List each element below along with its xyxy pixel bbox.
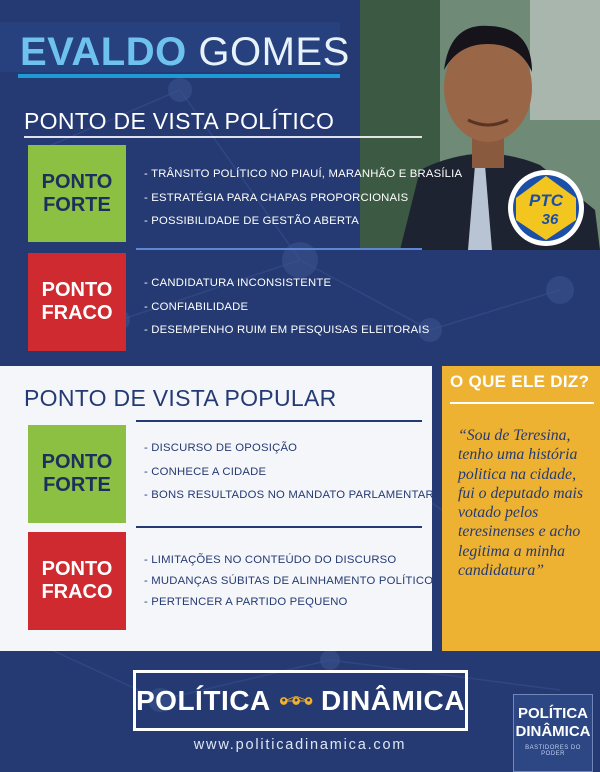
list-item: - PERTENCER A PARTIDO PEQUENO — [144, 596, 348, 608]
name-underline — [18, 74, 340, 78]
mini-logo-line: POLÍTICA — [518, 705, 588, 722]
brand-logo — [133, 670, 468, 731]
badge-line: FORTE — [43, 193, 111, 216]
badge-line: FRACO — [41, 302, 113, 324]
badge-line: FORTE — [43, 474, 111, 496]
mini-logo-tagline: BASTIDORES DO PODER — [525, 745, 581, 757]
political-view-title: PONTO DE VISTA POLÍTICO — [24, 108, 335, 134]
popular-view-title: PONTO DE VISTA POPULAR — [24, 385, 337, 411]
badge-line: PONTO — [41, 279, 113, 301]
popular-weak-badge — [28, 532, 126, 630]
list-item: - DESEMPENHO RUIM EM PESQUISAS ELEITORAIS — [144, 324, 430, 336]
popular-weak-list — [144, 550, 433, 613]
brand-word-left: POLÍTICA — [136, 684, 271, 716]
popular-divider — [136, 526, 422, 528]
badge-line: FRACO — [41, 581, 113, 603]
badge-line: PONTO — [41, 451, 113, 473]
party-name: PTC — [529, 191, 563, 210]
brand-word-right: DINÂMICA — [321, 684, 465, 716]
quote-title: O QUE ELE DIZ? — [450, 372, 590, 391]
political-divider — [136, 248, 422, 250]
candidate-name — [20, 30, 350, 75]
candidate-last-name: GOMES — [198, 30, 350, 74]
list-item: - CONHECE A CIDADE — [144, 465, 267, 478]
badge-line: PONTO — [41, 170, 113, 193]
party-logo — [506, 168, 586, 248]
popular-top-divider — [136, 420, 422, 422]
badge-line: PONTO — [41, 558, 113, 580]
list-item: - TRÂNSITO POLÍTICO NO PIAUÍ, MARANHÃO E BRASÍLIA — [144, 168, 463, 180]
political-weak-list — [144, 272, 429, 343]
list-item: - POSSIBILIDADE DE GESTÃO ABERTA — [144, 215, 360, 227]
network-icon — [279, 687, 313, 715]
popular-strong-list — [144, 437, 434, 508]
political-view-underline — [24, 136, 422, 138]
list-item: - CONFIABILIDADE — [144, 300, 249, 313]
mini-brand-logo — [513, 694, 593, 772]
list-item: - DISCURSO DE OPOSIÇÃO — [144, 442, 298, 454]
political-strong-badge — [28, 145, 126, 242]
party-number: 36 — [541, 211, 559, 228]
list-item: - LIMITAÇÕES NO CONTEÚDO DO DISCURSO — [144, 554, 397, 566]
popular-strong-badge — [28, 425, 126, 523]
candidate-first-name: EVALDO — [20, 30, 187, 74]
list-item: - BONS RESULTADOS NO MANDATO PARLAMENTAR — [144, 489, 434, 501]
list-item: - ESTRATÉGIA PARA CHAPAS PROPORCIONAIS — [144, 191, 409, 204]
list-item: - CANDIDATURA INCONSISTENTE — [144, 277, 332, 289]
quote-underline — [450, 402, 594, 404]
website-url[interactable]: www.politicadinamica.com — [193, 737, 407, 753]
list-item: - MUDANÇAS SÚBITAS DE ALINHAMENTO POLÍTICO — [144, 575, 434, 587]
political-strong-list — [144, 163, 462, 234]
mini-logo-line: DINÂMICA — [515, 723, 591, 740]
political-weak-badge — [28, 253, 126, 351]
quote-text: “Sou de Teresina, tenho uma história politica na cidade, fui o deputado mais votado pelos teresinenses e acho legitima a minha candidatura” — [458, 427, 584, 580]
